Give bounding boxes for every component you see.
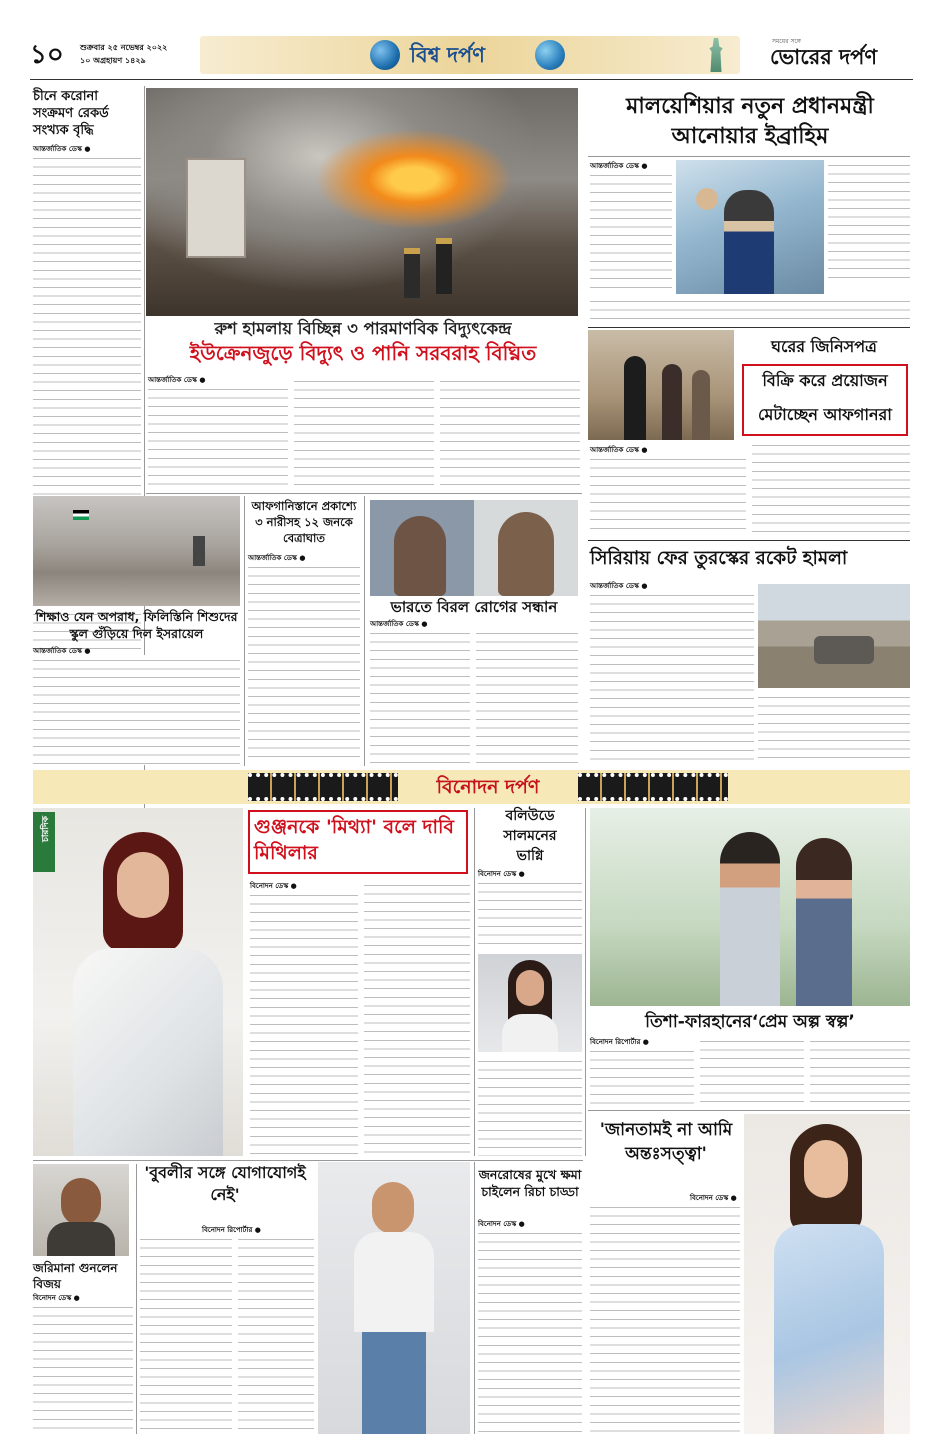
person-top [502,1014,558,1052]
statue-of-liberty-icon [705,38,727,72]
syria-rocket-damage-photo [758,584,910,688]
vijay-photo [33,1164,129,1256]
raised-hand [696,188,718,210]
page-number: ১০ [30,40,64,70]
richa-body [478,1228,582,1434]
person-face [117,852,169,918]
column-divider [585,808,586,1156]
afghan-flogging-headline: আফগানিস্তানে প্রকাশ্যে ৩ নারীসহ ১২ জনকে বেত্রাঘাত [251,499,357,545]
richa-headline: জনরোষের মুখে ক্ষমা চাইলেন রিচা চাড্ডা [478,1167,582,1199]
issue-date-line1: শুক্রবার ২৫ নভেম্বর ২০২২ [80,43,168,52]
header-rule [30,79,913,80]
afghan-flogging-byline: আন্তর্জাতিক ডেস্ক ● [248,554,306,562]
entertainment-section-title: বিনোদন দর্পণ [436,776,540,798]
person-face [61,1178,101,1226]
ukraine-body-col2 [294,376,434,490]
syria-body-right [758,692,910,764]
syria-byline: আন্তর্জাতিক ডেস্ক ● [590,582,648,590]
brand-tagline: সময়ের সঙ্গে [772,38,801,45]
flag [73,510,89,520]
ukraine-kicker: রুশ হামলায় বিচ্ছিন্ন ৩ পারমাণবিক বিদ্যুৎকেন্দ্র [214,319,512,338]
person-face [804,1140,848,1198]
janatamoi-body [590,1202,740,1434]
afghan-goods-byline: আন্তর্জাতিক ডেস্ক ● [590,446,648,454]
afghan-goods-headline-3: মেটাচ্ছেন আফগানরা [758,405,892,424]
ukraine-body-col1 [148,384,288,490]
malaysia-byline: আন্তর্জাতিক ডেস্ক ● [590,162,648,170]
person-shirt [354,1232,434,1332]
person [394,516,446,596]
film-strip-icon [248,773,398,801]
palestine-byline: আন্তর্জাতিক ডেস্ক ● [33,647,91,655]
globe-icon [370,40,400,70]
entertainment-banner [33,770,910,804]
india-disease-body-col1 [370,628,470,764]
mithila-body-col1 [250,890,358,1156]
china-headline: চীনে করোনা সংক্রমণ রেকর্ড সংখ্যক বৃদ্ধি [33,89,109,138]
person [692,370,710,440]
malaysia-rule [588,156,910,157]
column-divider [474,1162,475,1434]
malaysia-body-right [828,160,910,284]
salman-niece-photo [478,954,582,1052]
tisha-farhan-photo [590,808,910,1006]
actress-photo [744,1114,910,1434]
shakib-khan-photo [318,1162,470,1434]
person-face [372,1182,414,1234]
china-byline: আন্তর্জাতিক ডেস্ক ● [33,145,91,153]
person-saree [774,1224,884,1434]
issue-date-line2: ১০ অগ্রহায়ণ ১৪২৯ [80,56,146,65]
firefighter [436,238,452,294]
section-rule [588,540,910,541]
tisha-body-col1 [590,1046,694,1106]
person [498,512,554,596]
richa-byline: বিনোদন ডেস্ক ● [478,1220,525,1228]
india-rare-disease-photo [370,500,578,596]
tisha-byline: বিনোদন রিপোর্টার ● [590,1038,649,1046]
vijay-headline: জরিমানা গুনলেন বিজয় [33,1261,118,1291]
section-rule [588,327,910,328]
ukraine-body-col3 [440,376,580,490]
person [193,536,205,566]
side-tag-label: চারদিক [41,816,51,843]
tisha-headline: তিশা-ফারহানের‘প্রেম অল্প স্বল্প’ [645,1012,855,1032]
ukraine-byline: আন্তর্জাতিক ডেস্ক ● [148,376,206,384]
janatamoi-headline: 'জানতামই না আমি অন্তঃসত্ত্বা' [599,1120,733,1164]
kiosk [186,158,246,258]
column-divider [244,496,245,766]
anwar-ibrahim-photo [676,160,824,294]
ukraine-headline: ইউক্রেনজুড়ে বিদ্যুৎ ও পানি সরবরাহ বিঘ্নিত [189,341,537,365]
palestine-rubble-photo [33,496,240,606]
bubli-headline: 'বুবলীর সঙ্গে যোগাযোগই নেই' [144,1163,306,1204]
bubli-body-col2 [238,1234,314,1434]
globe-icon [535,40,565,70]
side-tag [33,812,55,872]
column-divider [144,86,145,886]
palestine-headline: শিক্ষাও যেন অপরাধ, ফিলিস্তিনি শিশুদের স্কুল গুঁড়িয়ে দিল ইসরায়েল [35,609,238,641]
person-jeans [362,1332,426,1434]
vijay-byline: বিনোদন ডেস্ক ● [33,1294,80,1302]
person-man [720,832,780,1006]
header-banner [200,36,740,74]
vijay-body [33,1302,133,1434]
afghan-goods-body-col1 [590,454,746,534]
person [624,356,646,440]
malaysia-body-left [590,170,672,294]
section-rule [588,1110,910,1111]
malaysia-headline: মালয়েশিয়ার নতুন প্রধানমন্ত্রী আনোয়ার ইব্রাহিম [626,94,874,149]
afghan-goods-body-col2 [752,440,910,534]
tisha-body-col2 [700,1036,804,1106]
mithila-byline: বিনোদন ডেস্ক ● [250,882,297,890]
afghan-goods-headline-1: ঘরের জিনিসপত্র [771,337,877,356]
film-strip-icon [578,773,728,801]
bubli-body-col1 [140,1234,232,1434]
tisha-body-col3 [810,1036,910,1106]
india-disease-body-col2 [476,628,578,764]
person [724,190,774,294]
afghan-flogging-body [248,562,360,764]
masthead [30,34,913,76]
firefighter [404,248,420,298]
mithila-body-col2 [364,880,470,1156]
person-face [516,970,544,1006]
person-saree [73,948,223,1156]
afghan-women-photo [588,330,734,440]
palestine-body [33,655,240,765]
salman-body-bottom [478,1056,582,1156]
mithila-photo [33,808,243,1156]
janatamoi-byline: বিনোদন ডেস্ক ● [690,1194,737,1202]
afghan-goods-headline-2: বিক্রি করে প্রয়োজন [762,371,888,390]
malaysia-body-bottom [590,296,910,322]
column-divider [474,808,475,1156]
section-rule [33,1160,583,1161]
brand-logo: ভোরের দর্পণ [770,45,878,69]
syria-body-left [590,590,754,764]
india-disease-headline: ভারতে বিরল রোগের সন্ধান [390,598,558,616]
india-disease-byline: আন্তর্জাতিক ডেস্ক ● [370,620,428,628]
section-rule [146,493,582,494]
mithila-headline: গুঞ্জনকে 'মিথ্যা' বলে দাবি মিথিলার [254,816,455,864]
ukraine-fire-photo [146,88,578,316]
person [662,364,682,440]
bubli-byline: বিনোদন রিপোর্টার ● [202,1226,261,1234]
salman-byline: বিনোদন ডেস্ক ● [478,870,525,878]
section-title: বিশ্ব দর্পণ [410,43,485,67]
person-shirt [47,1222,115,1256]
wrecked-car [814,636,874,664]
column-divider [136,1164,137,1434]
salman-headline: বলিউডে সালমনের ভাগ্নি [503,808,557,864]
column-divider [364,496,365,766]
person-woman [796,838,852,1006]
syria-headline: সিরিয়ায় ফের তুরস্কের রকেট হামলা [590,548,848,569]
salman-body-top [478,878,582,950]
